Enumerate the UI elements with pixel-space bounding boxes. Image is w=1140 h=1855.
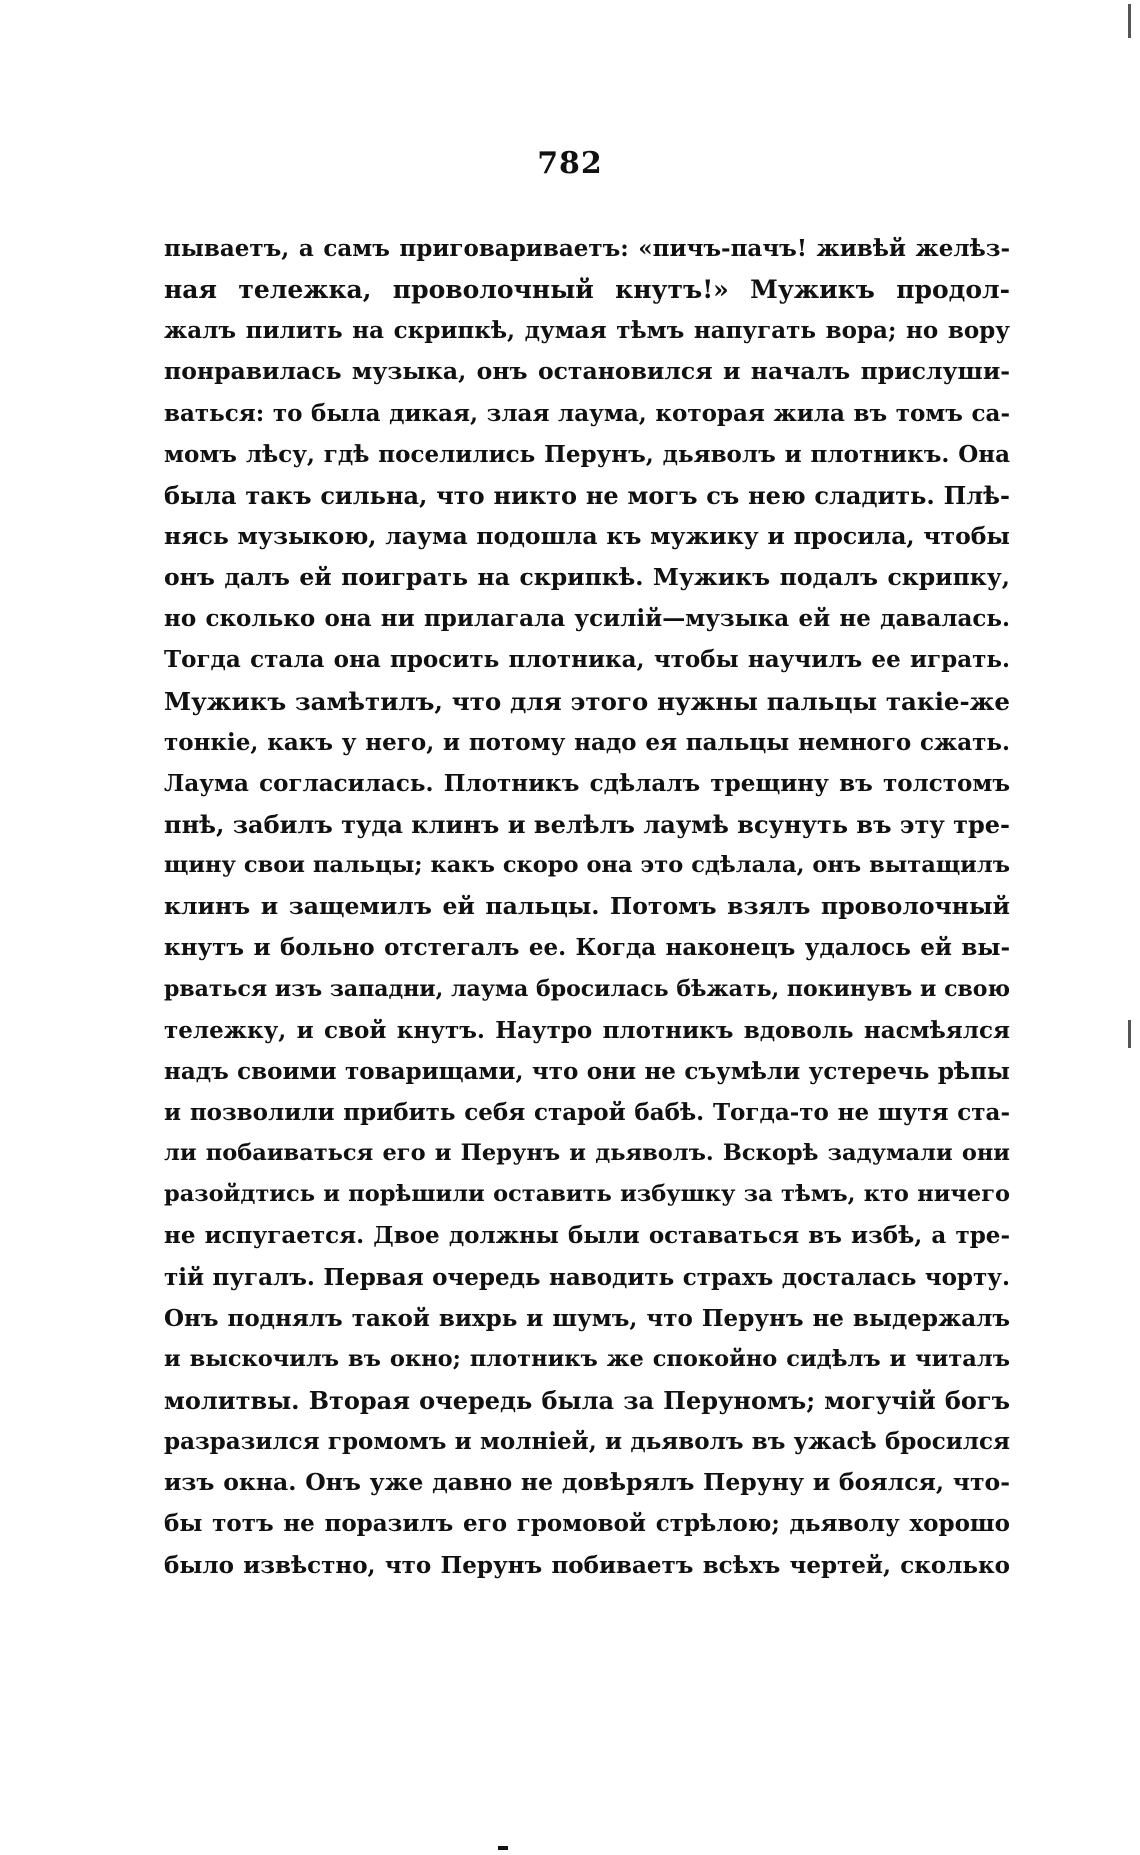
- text-line: пываетъ, а самъ приговариваетъ: «пичъ-пачъ! живѣй желѣз-: [164, 235, 1010, 262]
- text-line: Онъ поднялъ такой вихрь и шумъ, что Перунъ не выдержалъ: [164, 1304, 1010, 1332]
- text-line: молитвы. Вторая очередь была за Перуномъ; могучій богъ: [164, 1385, 1010, 1415]
- text-line: клинъ и защемилъ ей пальцы. Потомъ взялъ проволочный: [164, 892, 1010, 921]
- text-line: Мужикъ замѣтилъ, что для этого нужны пальцы такіе-же: [164, 686, 1010, 716]
- text-line: изъ окна. Онъ уже давно не довѣрялъ Перуну и боялся, что-: [164, 1468, 1010, 1497]
- text-line: пнѣ, забилъ туда клинъ и велѣлъ лаумѣ всунуть въ эту тре-: [164, 809, 1010, 839]
- text-line: и позволили прибить себя старой бабѣ. Тогда-то не шутя ста-: [164, 1098, 1010, 1126]
- text-line: бы тотъ не поразилъ его громовой стрѣлою; дьяволу хорошо: [164, 1510, 1010, 1538]
- page-number: 782: [537, 146, 603, 181]
- body-text: [164, 228, 1010, 1586]
- text-line: онъ далъ ей поиграть на скрипкѣ. Мужикъ подалъ скрипку,: [164, 563, 1010, 592]
- scan-edge-mark: [1128, 4, 1131, 38]
- text-line: жалъ пилить на скрипкѣ, думая тѣмъ напугать вора; но вору: [164, 317, 1010, 345]
- text-line: рваться изъ западни, лаума бросилась бѣжать, покинувъ и свою: [164, 975, 1010, 1002]
- text-line: ваться: то была дикая, злая лаума, которая жила въ томъ са-: [164, 399, 1010, 427]
- text-line: Тогда стала она просить плотника, чтобы научилъ ее играть.: [164, 646, 1010, 674]
- text-line: нясь музыкою, лаума подошла къ мужику и просила, чтобы: [164, 521, 1010, 550]
- text-line: разразился громомъ и молніей, и дьяволъ въ ужасѣ бросился: [164, 1428, 1010, 1456]
- page-bottom-mark: [498, 1846, 508, 1850]
- text-line: ли побаиваться его и Перунъ и дьяволъ. Вскорѣ задумали они: [164, 1140, 1010, 1167]
- text-line: разойдтись и порѣшили оставить избушку за тѣмъ, кто ничего: [164, 1181, 1010, 1208]
- text-line: тій пугалъ. Первая очередь наводить страхъ досталась чорту.: [164, 1263, 1010, 1291]
- text-line: ная тележка, проволочный кнутъ!» Мужикъ продол-: [164, 275, 1010, 305]
- text-line: Лаума согласилась. Плотникъ сдѣлалъ трещину въ толстомъ: [164, 769, 1010, 797]
- text-line: момъ лѣсу, гдѣ поселились Перунъ, дьяволъ и плотникъ. Она: [164, 440, 1010, 468]
- text-line: и выскочилъ въ окно; плотникъ же спокойно сидѣлъ и читалъ: [164, 1345, 1010, 1372]
- text-line: тонкіе, какъ у него, и потому надо ея пальцы немного сжать.: [164, 728, 1010, 756]
- text-line: но сколько она ни прилагала усилій—музыка ей не давалась.: [164, 605, 1010, 633]
- text-line: была такъ сильна, что никто не могъ съ нею сладить. Плѣ-: [164, 480, 1010, 510]
- text-line: надъ своими товарищами, что они не съумѣли устеречь рѣпы: [164, 1057, 1010, 1085]
- scan-edge-mark: [1128, 1020, 1131, 1048]
- text-line: кнутъ и больно отстегалъ ее. Когда наконецъ удалось ей вы-: [164, 934, 1010, 962]
- text-line: не испугается. Двое должны были оставаться въ избѣ, а тре-: [164, 1222, 1010, 1250]
- text-line: было извѣстно, что Перунъ побиваетъ всѣхъ чертей, сколько: [164, 1551, 1010, 1579]
- text-line: тележку, и свой кнутъ. Наутро плотникъ вдоволь насмѣялся: [164, 1016, 1010, 1044]
- text-line: щину свои пальцы; какъ скоро она это сдѣлала, онъ вытащилъ: [164, 852, 1010, 879]
- text-line: понравилась музыка, онъ остановился и началъ прислуши-: [164, 357, 1010, 386]
